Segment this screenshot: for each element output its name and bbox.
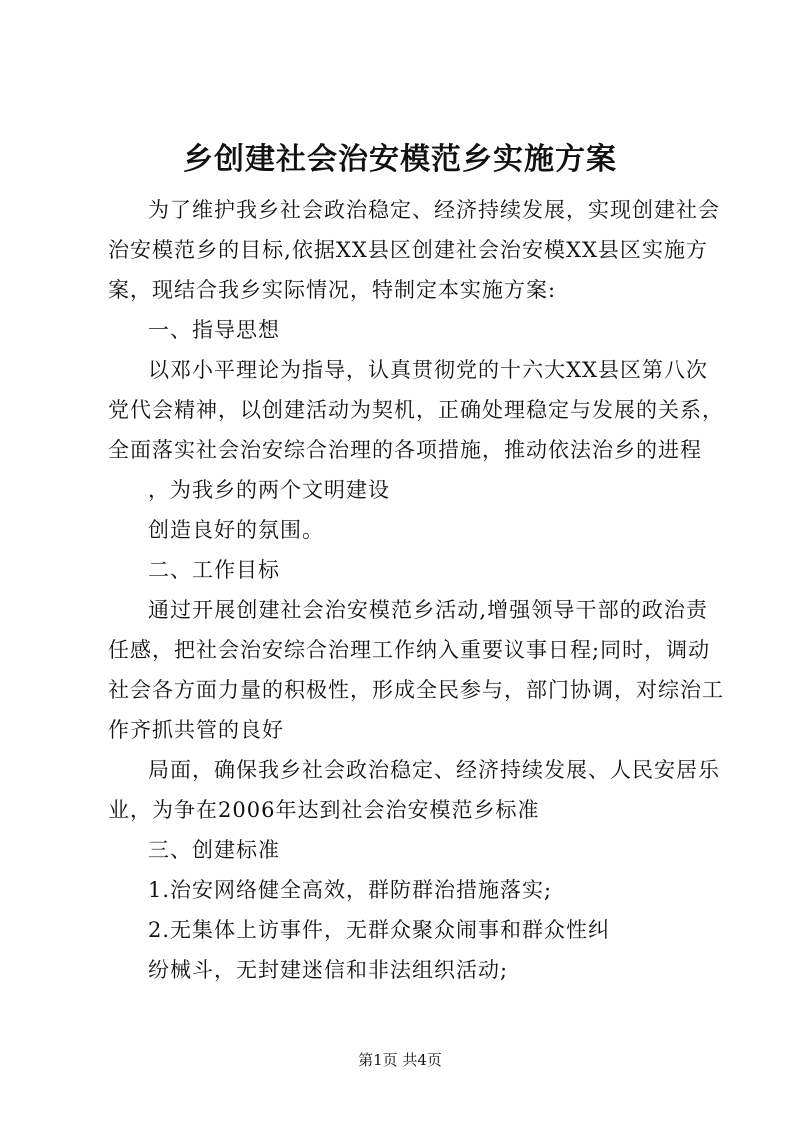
paragraph-line: 案，现结合我乡实际情况，特制定本实施方案:: [108, 278, 557, 302]
paragraph-line: 为了维护我乡社会政治稳定、经济持续发展，实现创建社会: [148, 198, 720, 222]
list-item: 2.无集体上访事件，无群众聚众闹事和群众性纠: [148, 918, 611, 942]
paragraph-line: 全面落实社会治安综合治理的各项措施，推动依法治乡的进程: [108, 438, 702, 462]
paragraph-line: 党代会精神，以创建活动为契机，正确处理稳定与发展的关系，: [108, 398, 724, 422]
paragraph-line: 作齐抓共管的良好: [108, 718, 284, 742]
paragraph-line: 局面，确保我乡社会政治稳定、经济持续发展、人民安居乐: [148, 758, 720, 782]
section-heading: 二、工作目标: [148, 558, 280, 582]
paragraph-line: ，为我乡的两个文明建设: [148, 478, 390, 502]
paragraph-line: 业，为争在2006年达到社会治安模范乡标准: [108, 798, 540, 822]
paragraph-line: 通过开展创建社会治安模范乡活动,增强领导干部的政治责: [148, 598, 708, 622]
paragraph-line: 任感，把社会治安综合治理工作纳入重要议事日程;同时，调动: [108, 638, 711, 662]
document-title: 乡创建社会治安模范乡实施方案: [183, 142, 617, 177]
document-body: [108, 190, 724, 990]
list-item: 纷械斗，无封建迷信和非法组织活动;: [148, 958, 509, 982]
paragraph-line: 创造良好的氛围。: [148, 518, 324, 542]
list-item: 1.治安网络健全高效，群防群治措施落实;: [148, 878, 553, 902]
paragraph-line: 治安模范乡的目标,依据XX县区创建社会治安模XX县区实施方: [108, 238, 708, 262]
page-footer: 第1页 共4页: [358, 1051, 442, 1069]
paragraph-line: 以邓小平理论为指导，认真贯彻党的十六大XX县区第八次: [148, 358, 708, 382]
paragraph-line: 社会各方面力量的积极性，形成全民参与，部门协调，对综治工: [108, 678, 724, 702]
section-heading: 一、指导思想: [148, 318, 280, 342]
section-heading: 三、创建标准: [148, 838, 280, 862]
